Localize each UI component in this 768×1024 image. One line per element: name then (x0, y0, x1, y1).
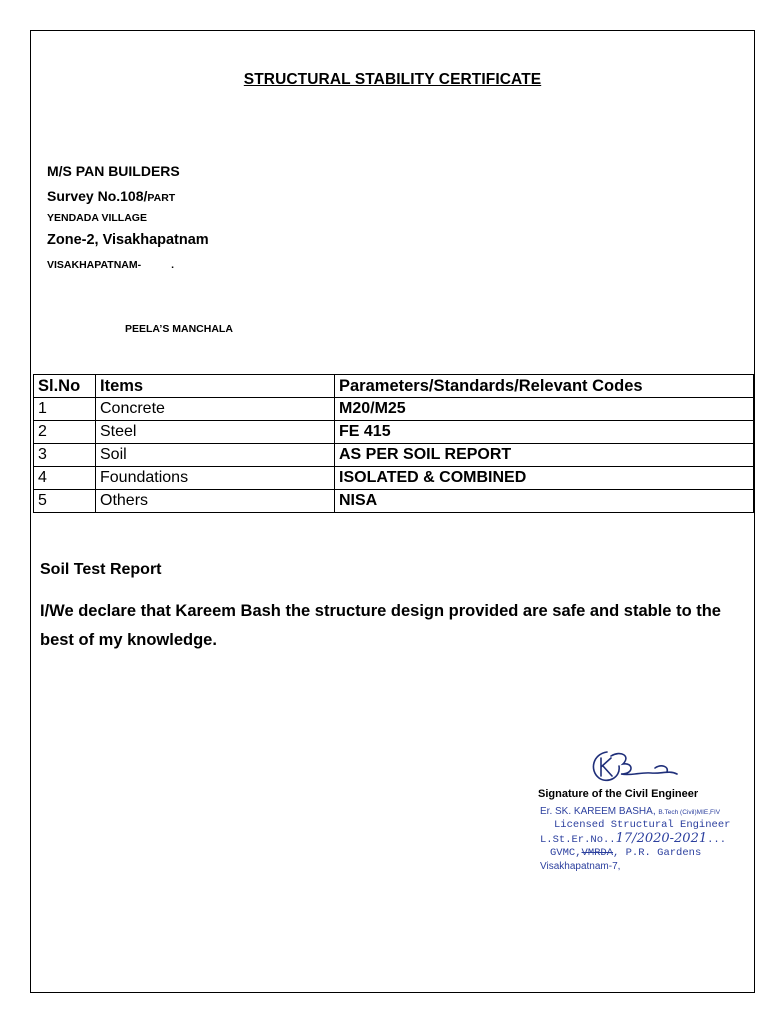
declaration-text: I/We declare that Kareem Bash the structure design provided are safe and stable to the best of my knowledge. (40, 602, 721, 649)
address-survey-part: PART (147, 192, 176, 204)
cell-slno: 4 (34, 467, 96, 490)
cell-slno: 3 (34, 444, 96, 467)
cell-slno: 1 (34, 398, 96, 421)
stamp-pr-gardens: , P.R. Gardens (613, 847, 702, 859)
address-city (47, 259, 174, 271)
cell-item: Soil (96, 444, 335, 467)
handwritten-signature (581, 748, 691, 788)
stamp-gvmc: GVMC, (550, 847, 582, 859)
stamp-name-line (540, 805, 730, 819)
cell-item: Steel (96, 421, 335, 444)
signature-caption: Signature of the Civil Engineer (538, 788, 699, 800)
table-row (34, 421, 754, 444)
address-survey (47, 188, 175, 204)
stamp-license-number (540, 832, 730, 847)
cell-parameter: M20/M25 (335, 398, 754, 421)
cell-parameter: NISA (335, 490, 754, 513)
cell-parameter: ISOLATED & COMBINED (335, 467, 754, 490)
table-header-row (34, 375, 754, 398)
stamp-lst-separator: / (632, 831, 637, 846)
header-parameters: Parameters/Standards/Relevant Codes (335, 375, 754, 398)
address-village: YENDADA VILLAGE (47, 212, 147, 224)
stamp-vmrda-struck: VMRDA (581, 847, 614, 859)
stamp-lst-prefix: L.St.Er.No.. (540, 834, 616, 846)
engineer-stamp (540, 805, 730, 873)
cell-parameter: FE 415 (335, 421, 754, 444)
cell-slno: 2 (34, 421, 96, 444)
table-row (34, 467, 754, 490)
cell-item: Others (96, 490, 335, 513)
table-row (34, 398, 754, 421)
header-slno: Sl.No (34, 375, 96, 398)
cell-parameter: AS PER SOIL REPORT (335, 444, 754, 467)
cell-slno: 5 (34, 490, 96, 513)
stamp-city: Visakhapatnam-7, (540, 861, 621, 872)
certificate-title: STRUCTURAL STABILITY CERTIFICATE (243, 71, 542, 88)
project-name: PEELA’S MANCHALA (125, 323, 233, 335)
address-zone: Zone-2, Visakhapatnam (47, 232, 209, 248)
soil-test-heading: Soil Test Report (40, 561, 162, 578)
stamp-license: Licensed Structural Engineer (554, 819, 731, 831)
stamp-lst-suffix: ... (707, 834, 727, 846)
cell-item: Foundations (96, 467, 335, 490)
stamp-address-line (540, 847, 730, 860)
stamp-name: Er. SK. KAREEM BASHA, (540, 806, 656, 817)
cell-item: Concrete (96, 398, 335, 421)
table-row (34, 444, 754, 467)
address-firm: M/S PAN BUILDERS (47, 163, 180, 179)
address-city-dot: . (171, 259, 175, 271)
table-row (34, 490, 754, 513)
address-survey-main: Survey No.108/ (47, 188, 148, 204)
stamp-qualifications: B.Tech (Civil)MIE,FIV (658, 809, 721, 816)
header-items: Items (96, 375, 335, 398)
certificate-page (30, 30, 755, 993)
stamp-lst-year: 2020-2021 (636, 831, 708, 846)
stamp-lst-number: 17 (615, 831, 633, 846)
parameters-table (33, 374, 754, 513)
address-city-text: VISAKHAPATNAM- (47, 259, 142, 271)
